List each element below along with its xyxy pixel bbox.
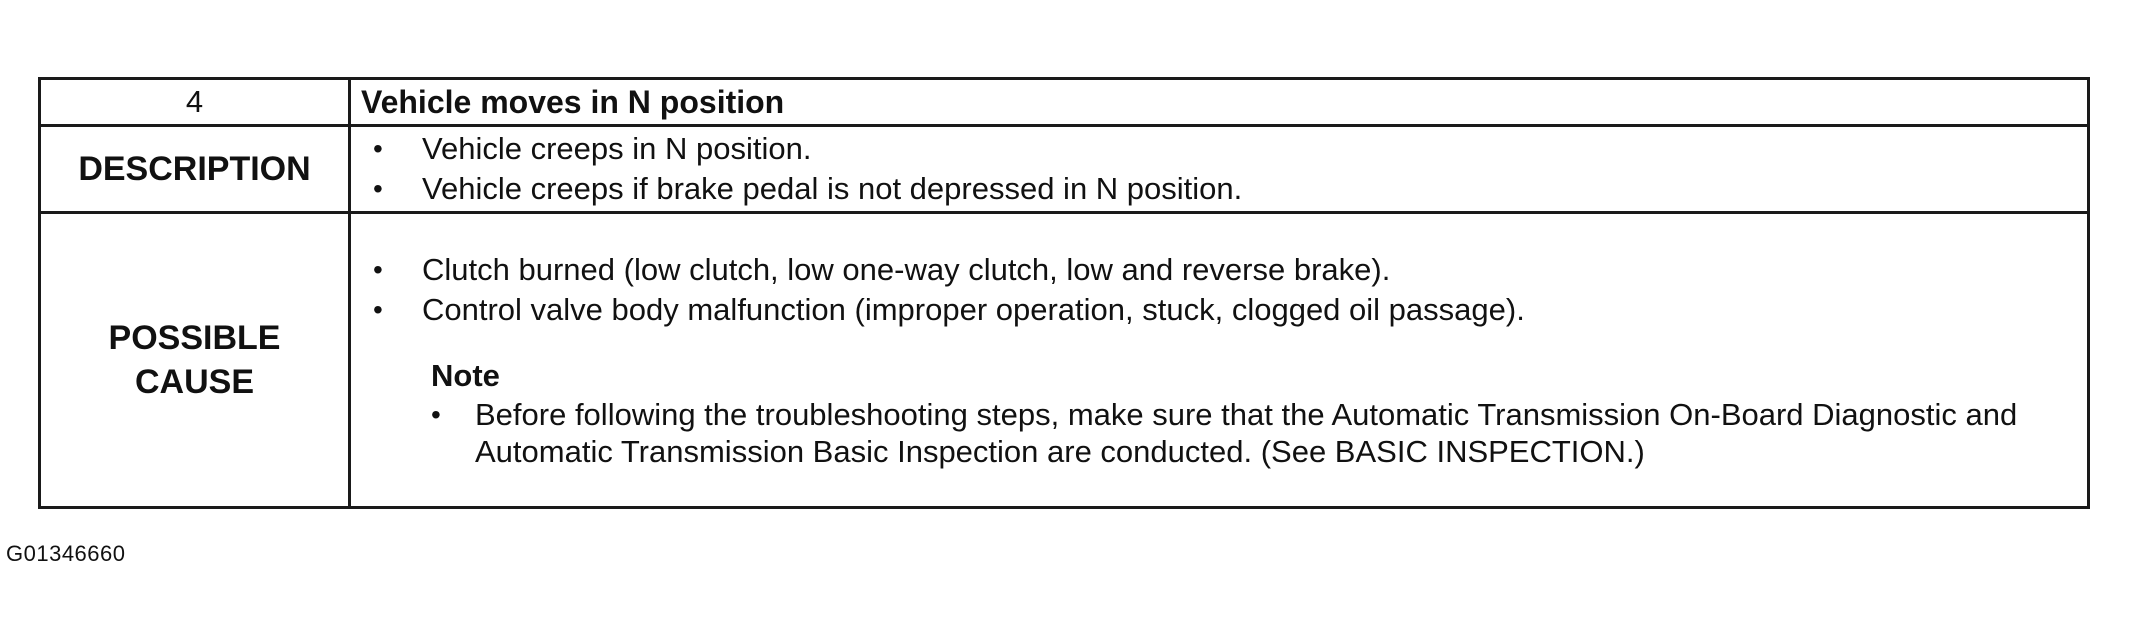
list-item [351,129,2087,169]
troubleshooting-table [38,77,2090,509]
list-item-text: Before following the troubleshooting steps, make sure that the Automatic Transmission On-Board Diagnostic and Automatic Transmission Basic Inspection are conducted. (See BASIC INSPECTION.) [475,397,2018,469]
list-item [351,290,2087,330]
list-item-text: Control valve body malfunction (improper operation, stuck, clogged oil passage). [422,292,1525,327]
possible-cause-label-line1: POSSIBLE [108,319,281,357]
figure-id-caption: G01346660 [6,541,126,566]
symptom-title-cell [350,79,2089,126]
bullet-icon: • [373,173,383,204]
description-cell [350,126,2089,213]
possible-cause-list [351,250,2087,330]
possible-cause-label [40,213,350,508]
list-item [431,396,2087,470]
item-number: 4 [40,79,350,126]
symptom-title: Vehicle moves in N position [361,84,785,120]
bullet-icon: • [373,133,383,164]
possible-cause-label-line2: CAUSE [134,363,255,401]
list-item-text: Clutch burned (low clutch, low one-way clutch, low and reverse brake). [422,252,1391,287]
note-title: Note [431,358,500,393]
title-row [40,79,2089,126]
list-item-text: Vehicle creeps in N position. [422,131,812,166]
note-list [431,396,2087,470]
bullet-icon: • [373,294,383,325]
description-label: DESCRIPTION [40,126,350,213]
bullet-icon: • [373,254,383,285]
note-block [351,356,2087,470]
list-item-text: Vehicle creeps if brake pedal is not depressed in N position. [422,171,1243,206]
description-list [351,129,2087,209]
list-item [351,250,2087,290]
possible-cause-cell [350,213,2089,508]
description-row [40,126,2089,213]
possible-cause-row [40,213,2089,508]
bullet-icon: • [431,399,441,430]
list-item [351,169,2087,209]
